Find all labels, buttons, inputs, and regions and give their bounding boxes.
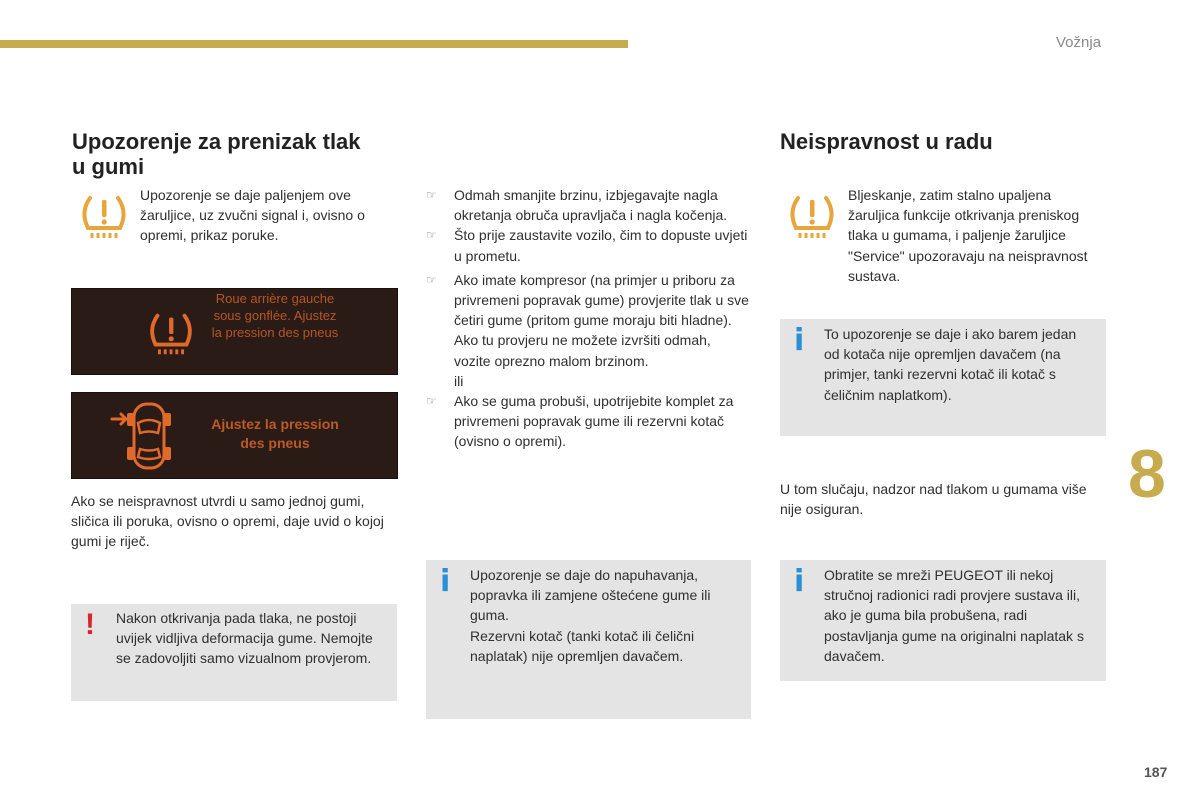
info-note-middle-text [470,565,740,666]
info-note-right-1-text: To upozorenje se daje i ako barem jedan od kotača nije opremljen davačem (na primjer, tanki rezervni kotač ili kotač s čeličnim naplatkom). [824,326,1077,403]
instruction-list [426,185,750,452]
list-item [426,270,750,391]
tyre-pressure-warning-icon [784,192,840,242]
left-intro: Upozorenje se daje paljenjem ove žaruljice, uz zvučni signal i, ovisno o opremi, prikaz poruke. [140,187,365,244]
left-title-line1: Upozorenje za prenizak tlak [72,129,361,154]
list-item [426,225,750,265]
list-item-or: ili [454,372,464,389]
info-note-right-2 [780,560,1106,681]
right-title: Neispravnost u radu [780,129,993,154]
warning-note-text: Nakon otkrivanja pada tlaka, ne postoji uvijek vidljiva deformacija gume. Nemojte se zadovoljiti samo vizualnom provjerom. [116,610,373,667]
info-note-para-1: Upozorenje se daje do napuhavanja, popravka ili zamjene oštećene gume ili guma. [470,567,711,624]
pointing-hand-icon: ☞ [426,188,437,202]
page-number: 187 [1144,764,1168,780]
warning-note [71,604,397,701]
display-1-message: Roue arrière gauche sous gonflée. Ajustez la pression des pneus [211,291,339,340]
section-title: Vožnja [1056,34,1102,51]
list-item-text: Ako se guma probuši, upotrijebite komplet za privremeni popravak gume ili rezervni kotač (ovisno o opremi). [454,393,734,450]
info-icon: i [794,564,805,599]
info-note-right-2-text: Obratite se mreži PEUGEOT ili nekoj stručnoj radionici radi provjere sustava ili, ako je guma bila probušena, radi postavljanja gume na originalni naplatak s davačem. [824,567,1084,664]
info-icon: i [794,323,805,358]
info-icon: i [440,564,451,599]
car-top-view-icon [110,399,178,473]
display-tyre-warning-icon [144,309,198,359]
left-title-line2: u gumi [72,154,145,179]
chapter-number: 8 [1128,436,1166,512]
right-intro: Bljeskanje, zatim stalno upaljena žaruljica funkcije otkrivanja preniskog tlaka u gumama, i paljenje žaruljice "Service" upozoravaju na neispravnost sustava. [848,187,1088,284]
right-paragraph: U tom slučaju, nadzor nad tlakom u gumama više nije osiguran. [780,481,1087,518]
list-item-text: Što prije zaustavite vozilo, čim to dopuste uvjeti u prometu. [454,227,748,264]
pointing-hand-icon: ☞ [426,272,437,287]
info-note-middle [426,560,751,719]
list-item-text: Odmah smanjite brzinu, izbjegavajte nagla okretanja obruča upravljača i nagla kočenja. [454,187,728,224]
dashboard-display-1 [71,288,398,375]
list-item-text: Ako imate kompresor (na primjer u priboru za privremeni popravak gume) provjerite tlak u sve četiri gume (pritom gume moraju biti hladne). [454,271,749,329]
info-note-right-1 [780,319,1106,436]
left-title [72,129,361,179]
info-note-para-2: Rezervni kotač (tanki kotač ili čelični naplatak) nije opremljen davačem. [470,627,695,664]
dashboard-display-2 [71,392,398,479]
display-2-message: Ajustez la pression des pneus [211,416,339,451]
list-item [426,185,750,225]
list-item [426,391,750,452]
pointing-hand-icon: ☞ [426,394,437,409]
accent-bar [0,40,628,48]
exclamation-icon: ! [85,608,95,641]
left-paragraph: Ako se neispravnost utvrdi u samo jednoj gumi, sličica ili poruka, ovisno o opremi, daje uvid o kojoj gumi je riječ. [71,493,384,550]
tyre-pressure-warning-icon [76,192,132,242]
pointing-hand-icon: ☞ [426,228,437,243]
list-item-text-continued: Ako tu provjeru ne možete izvršiti odmah, vozite oprezno malom brzinom. [454,332,711,369]
